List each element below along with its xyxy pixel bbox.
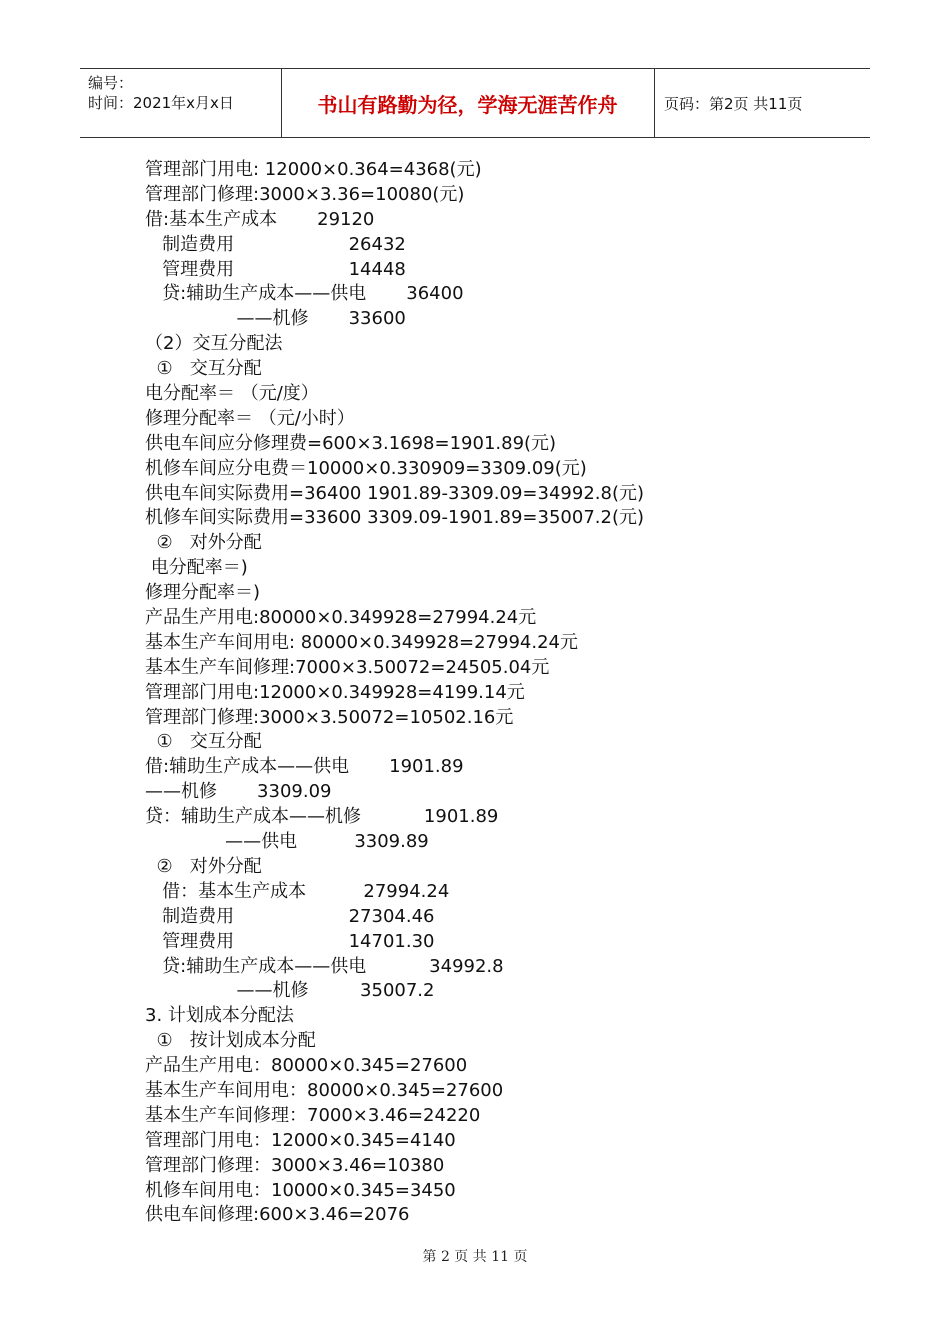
time-label: 时间：2021年x月x日	[88, 94, 234, 112]
text-line: 基本生产车间用电: 80000×0.349928=27994.24元	[145, 631, 578, 653]
text-line: 修理分配率＝)	[145, 582, 261, 604]
text-line: ——机修 3309.09	[145, 781, 332, 803]
number-label: 编号：	[88, 74, 134, 92]
text-line: 管理部门修理：3000×3.46=10380	[145, 1154, 445, 1176]
text-line: 供电车间实际费用=36400 1901.89-3309.09=34992.8(元)	[145, 482, 644, 504]
text-line: ① 交互分配	[145, 731, 262, 753]
text-line: 基本生产车间修理：7000×3.46=24220	[145, 1104, 481, 1126]
text-line: 借:辅助生产成本——供电 1901.89	[145, 756, 464, 778]
page-info: 页码：第2页 共11页	[664, 94, 803, 113]
document-body	[145, 158, 885, 1228]
text-line: 管理费用 14701.30	[145, 930, 435, 952]
text-line: 管理部门用电：12000×0.345=4140	[145, 1129, 456, 1151]
text-line: ——机修 35007.2	[145, 980, 435, 1002]
text-line: ② 对外分配	[145, 855, 262, 877]
text-line: 机修车间实际费用=33600 3309.09-1901.89=35007.2(元)	[145, 507, 644, 529]
text-line: 借:基本生产成本 29120	[145, 208, 375, 230]
text-line: 制造费用 27304.46	[145, 905, 435, 927]
text-line: ① 交互分配	[145, 358, 262, 380]
text-line: 基本生产车间修理:7000×3.50072=24505.04元	[145, 656, 550, 678]
text-line: 机修车间用电：10000×0.345=3450	[145, 1179, 456, 1201]
text-line: ① 按计划成本分配	[145, 1030, 316, 1052]
text-line: 供电车间修理:600×3.46=2076	[145, 1204, 410, 1226]
text-line: 产品生产用电：80000×0.345=27600	[145, 1055, 468, 1077]
text-line: 修理分配率＝ （元/小时）	[145, 407, 355, 429]
text-line: 管理部门用电: 12000×0.364=4368(元)	[145, 159, 482, 180]
text-line: 借：基本生产成本 27994.24	[145, 880, 450, 902]
text-line: 供电车间应分修理费=600×3.1698=1901.89(元)	[145, 432, 557, 454]
page-footer: 第 2 页 共 11 页	[422, 1249, 528, 1265]
header-motto: 书山有路勤为径，学海无涯苦作舟	[317, 92, 618, 117]
text-line: 3. 计划成本分配法	[145, 1005, 294, 1027]
text-line: 贷:辅助生产成本——供电 34992.8	[145, 955, 504, 977]
page-header	[80, 68, 870, 138]
text-line: ——供电 3309.89	[145, 831, 429, 853]
text-line: 管理费用 14448	[145, 258, 406, 280]
text-line: ② 对外分配	[145, 532, 262, 554]
text-line: 制造费用 26432	[145, 233, 406, 255]
text-line: 管理部门修理:3000×3.36=10080(元)	[145, 183, 465, 205]
text-line: （2）交互分配法	[145, 333, 283, 355]
text-line: 电分配率＝ （元/度）	[145, 383, 319, 405]
text-line: 贷:辅助生产成本——供电 36400	[145, 283, 464, 305]
text-line: 电分配率＝)	[145, 557, 248, 579]
text-line: 贷：辅助生产成本——机修 1901.89	[145, 806, 499, 828]
text-line: 机修车间应分电费＝10000×0.330909=3309.09(元)	[145, 457, 587, 479]
header-divider	[654, 69, 655, 137]
text-line: 基本生产车间用电：80000×0.345=27600	[145, 1079, 504, 1101]
text-line: 管理部门修理:3000×3.50072=10502.16元	[145, 706, 514, 728]
text-line: 产品生产用电:80000×0.349928=27994.24元	[145, 607, 537, 629]
header-meta	[88, 73, 234, 113]
text-line: 管理部门用电:12000×0.349928=4199.14元	[145, 681, 525, 703]
text-line: ——机修 33600	[145, 308, 406, 330]
